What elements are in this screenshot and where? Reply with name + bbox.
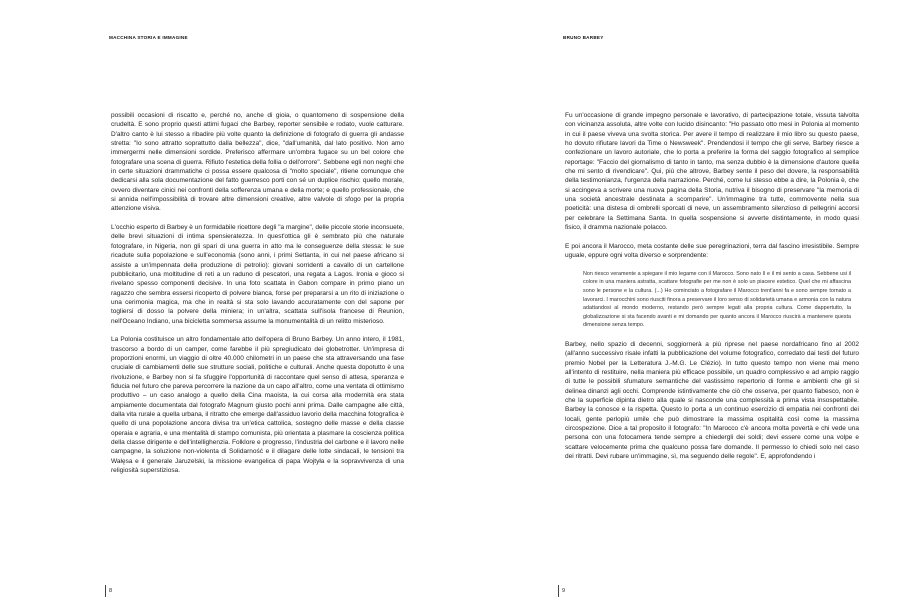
paragraph: La Polonia costituisce un altro fondamentale atto dell'opera di Bruno Barbey. Un anno intero, il 1981, trascorso a bordo di un camper, come farebbe il più spregiudicato dei globetrotter. Un'impresa di proporzioni enormi, un viaggio di oltre 40.000 chilometri in un paese che sta attraversando una fase cruciale di cambiamenti delle sue strutture sociali, politiche e culturali. Anche questa dopotutto è una rivoluzione, e Barbey non si fa sfuggire l'opportunità di raccontare quel senso di attesa, speranza e fiducia nel futuro che pareva percorrere la nazione da un capo all'altro, come una ventata di ottimismo produttivo – un caso analogo a quello della Cina maoista, la cui corsa alla modernità era stata ampiamente documentata dal fotografo Magnum giusto pochi anni prima. Dalle campagne alle città, dalla vita rurale a quella urbana, il ritratto che emerge dall'assiduo lavorio della macchina fotografica è quello di una popolazione ancora divisa tra un'etica cattolica, sostegno delle masse e della classe operaia e agraria, e una mentalità di stampo comunista, più orientata a plasmare la coscienza politica della classe dirigente e dell'intellighenzia. Folklore e progresso, l'industria del carbone e il lavoro nelle campagne, la soluzione non-violenta di Solidarność e il dilagare delle lotte sindacali, le tensioni tra Wałęsa e il generale Jaruzelski, la missione evangelica di papa Wojtyła e la sopravvivenza di una religiosità superstiziosa.: [111, 336, 404, 475]
block-quote: Non riesco veramente a spiegare il mio legame con il Marocco. Sono nato lì e il mi sento a casa. Sebbene usi il colore in una maniera astratta, scattare fotografie per me non è solo un piacere estetico. Quel che mi affascina sono le persone e la cultura. (...) Ho cominciato a fotografare il Marocco trent'anni fa e sono sempre tornato a lavorarci. I marocchini sono riusciti finora a preservare il loro senso di solidarietà umana e armonia con la natura adattandosi al mondo moderno, restando però sempre legati alla propria cultura. Come dappertutto, la globalizzazione si sta facendo avanti e mi domando per quanto ancora il Marocco riuscirà a mantenere questa dimensione senza tempo.: [583, 270, 851, 329]
paragraph: E poi ancora il Marocco, meta costante delle sue peregrinazioni, terra dal fascino irresistibile. Sempre uguale, eppure ogni volta diverso e sorprendente:: [565, 242, 859, 260]
page-number-right: 9: [558, 585, 565, 597]
right-page: [449, 0, 898, 601]
running-head-right: BRUNO BARBEY: [563, 35, 604, 40]
left-body-text: [111, 111, 404, 485]
running-head-left: MACCHINA STORIA E IMMAGINE: [109, 35, 188, 40]
paragraph: L'occhio esperto di Barbey è un formidabile ricettore degli "a margine", delle piccole storie inconsuete, delle brevi situazioni di intima spensieratezza. In quest'ottica gli è sembrato più che naturale fotografare, in Nigeria, non gli spari di una guerra in atto ma le conseguenze della stessa: le sue ricadute sulla popolazione e sull'economia (sono anni, i primi Settanta, in cui nel paese africano si assiste a un'impennata della produzione di petrolio): giovani sorridenti a cavallo di un cartellone pubblicitario, una moltitudine di reti a un raduno di pescatori, una regata a Lagos. Ironia e gioco si rivelano spesso componenti decisive. In una foto scattata in Gabon compare in primo piano un ragazzo che sembra essersi ricoperto di polvere bianca, forse per prepararsi a un rito di iniziazione o una cerimonia magica, ma che in realtà si sta solo lavando accuratamente con del sapone per togliersi di dosso la polvere della miniera; in un'altra, scattata sull'isola francese di Reunion, nell'Oceano Indiano, una bicicletta sommersa assume la monumentalità di un relitto misterioso.: [111, 224, 404, 325]
paragraph: possibili occasioni di riscatto e, perché no, anche di gioia, o quantomeno di sospensione della crudeltà. E sono proprio questi attimi fugaci che Barbey, reporter sensibile e rodato, vuole catturare. D'altro canto è lui stesso a ribadire più volte quanto la definizione di fotografo di guerra gli andasse stretta: "Io sono attratto soprattutto dalla bellezza", dice, "dall'umanità, dal lato positivo. Non amo immergermi nelle dimensioni sordide. Preferisco affermare un'ombra fugace su un bel colore che fotografare una scena di guerra. Rifiuto l'estetica della follia o dell'orrore". Sebbene egli non neghi che in certe situazioni drammatiche ci possa essere qualcosa di "molto speciale", ritiene comunque che dedicarsi alla sola documentazione del fatto guerresco porti con sé un duplice rischio: quello morale, ovvero diventare cinici nei confronti della sofferenza umana e della morte; e quello professionale, che si annida nell'impossibilità di trovare altre dimensioni creative, altre valvole di sfogo per la propria attenzione visiva.: [111, 112, 404, 213]
page-number-left: 8: [105, 585, 112, 597]
paragraph: Barbey, nello spazio di decenni, soggiornerà a più riprese nel paese nordafricano fino al 2002 (all'anno successivo risale infatti la pubblicazione del volume fotografico, corredato dai testi del futuro premio Nobel per la Letteratura J.-M.G. Le Clézio). In tutto questo tempo non viene mai meno all'intento di restituire, nella maniera più efficace possibile, un quadro complessivo e ad ampio raggio di tutte le possibili sfumature semantiche del vastissimo repertorio di forme e ambienti che gli si delinea dinanzi agli occhi. Comprende istintivamente che ciò che osserva, per quanto fiabesco, non è che la superficie dipinta dietro alla quale si nasconde una complessità a prima vista insospettabile. Barbey la conosce e la rispetta. Questo lo porta a un continuo esercizio di empatia nei confronti dei locali, gente perlopiù umile che può dimostrare la massima ospitalità così come la massima circospezione. Dice a tal proposito il fotografo: "In Marocco c'è ancora molta povertà e chi vede una persona con una fotocamera tende sempre a chiedergli dei soldi; devi essere come una volpe e scattare velocemente prima che qualcuno possa fare domande. Il permesso lo chiedi solo nel caso dei ritratti. Devi rubare un'immagine, sì, ma seguendo delle regole". E, approfondendo i: [565, 341, 859, 461]
paragraph: Fu un'occasione di grande impegno personale e lavorativo, di partecipazione totale, vissuta talvolta con vicinanza assoluta, altre volte con lucido disincanto: "Ho passato otto mesi in Polonia al momento in cui il paese viveva una svolta storica. Per avere il tempo di realizzare il mio libro su questo paese, ho dovuto rifiutare lavori da Time o Newsweek". Prendendosi il tempo che gli serve, Barbey riesce a confezionare un lavoro autoriale, che lo porta a preferire la forma del saggio fotografico al semplice reportage: "Faccio del giornalismo di tanto in tanto, ma senza dubbio è la dimensione d'autore quella che mi sento di rivendicare". Qui, più che altrove, Barbey sente il peso del dovere, la responsabilità della testimonianza, l'urgenza della narrazione. Perché, come lui stesso ebbe a dire, la Polonia è, che si accingeva a scrivere una nuova pagina della Storia, nutriva il bisogno di preservare "la memoria di una società ancestrale destinata a scomparire". Un'immagine tra tutte, commovente nella sua poeticità: una distesa di ombrelli sporcati di neve, un assembramento silenzioso di pellegrini accorsi per celebrare la Settimana Santa. In quella sospensione si avverte distintamente, in modo quasi fisico, il dramma nazionale polacco.: [565, 112, 859, 232]
right-body-text: [565, 111, 859, 471]
